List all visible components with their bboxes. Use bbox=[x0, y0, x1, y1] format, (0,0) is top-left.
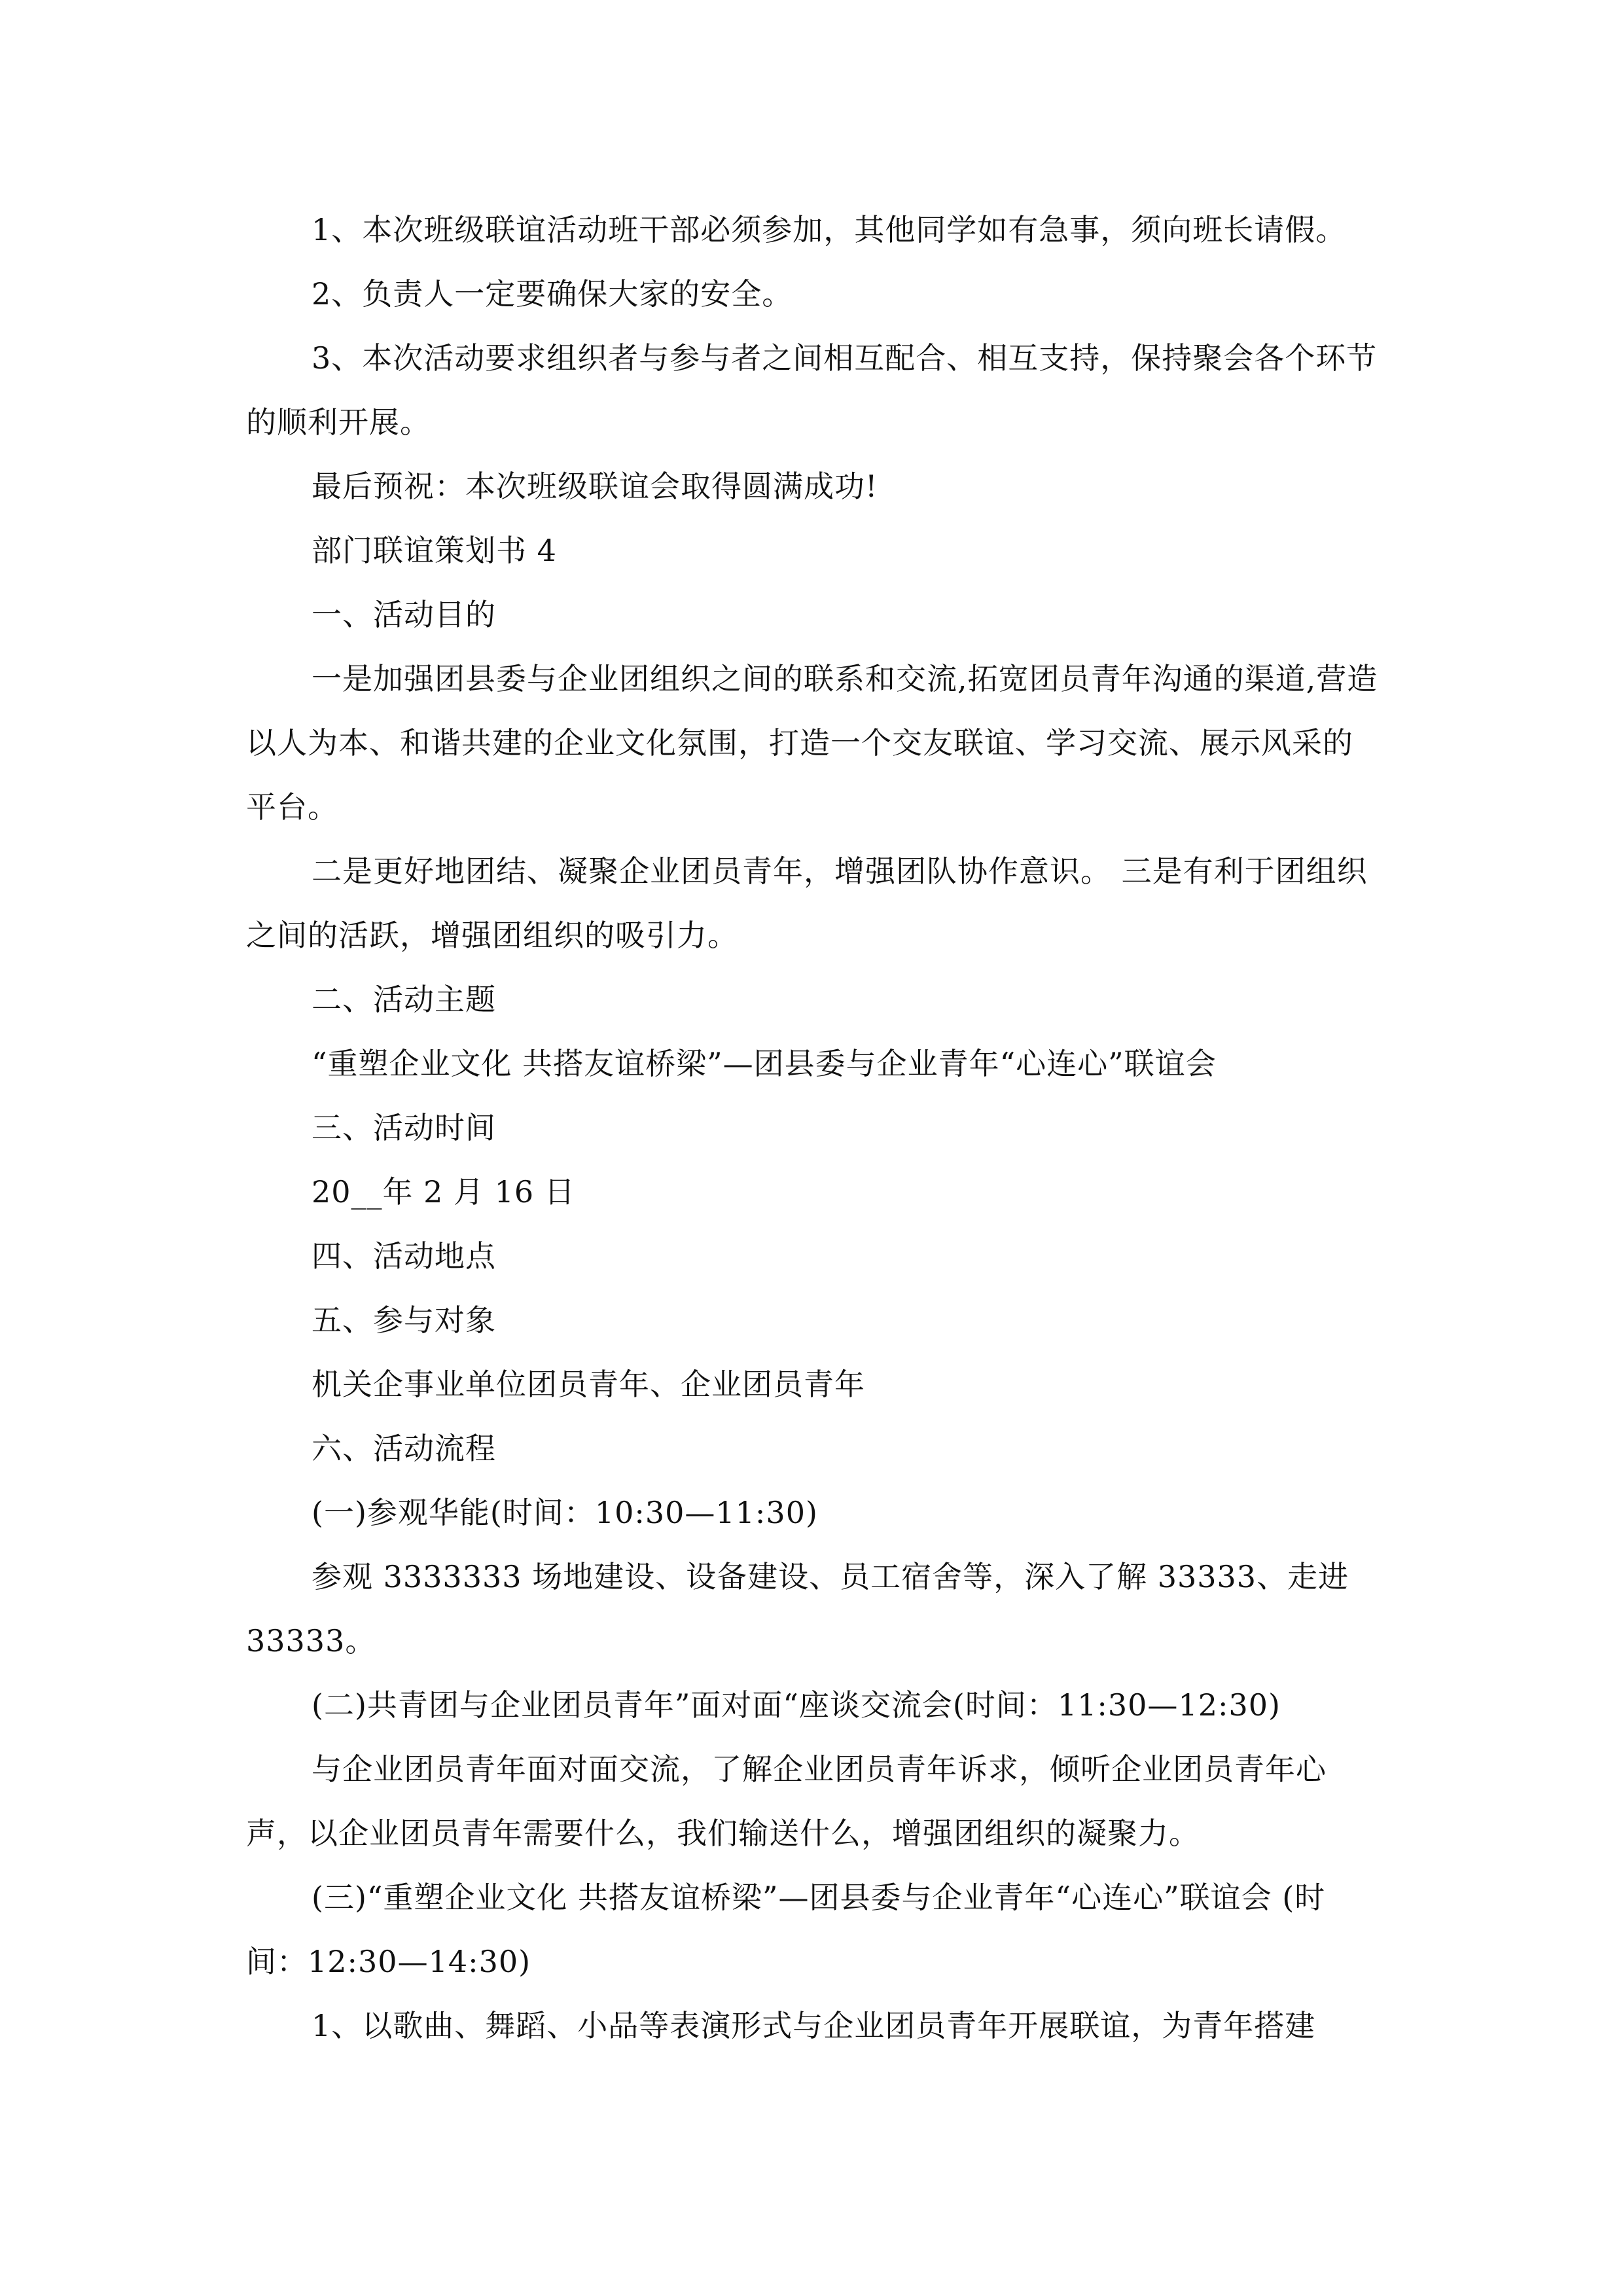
paragraph-closing-wish: 最后预祝：本次班级联谊会取得圆满成功! bbox=[312, 469, 878, 504]
heading-process: 六、活动流程 bbox=[312, 1431, 496, 1466]
heading-location: 四、活动地点 bbox=[312, 1238, 496, 1274]
document-body bbox=[246, 198, 1378, 2058]
paragraph-theme: “重塑企业文化 共搭友谊桥梁”—团县委与企业青年“心连心”联谊会 bbox=[312, 1046, 1217, 1081]
section-title-plan-4: 部门联谊策划书 4 bbox=[312, 533, 557, 568]
heading-participants: 五、参与对象 bbox=[312, 1302, 496, 1338]
process-step-3-item-1: 1、以歌曲、舞蹈、小品等表演形式与企业团员青年开展联谊，为青年搭建 bbox=[312, 2008, 1316, 2043]
paragraph-rule-1: 1、本次班级联谊活动班干部必须参加，其他同学如有急事，须向班长请假。 bbox=[312, 212, 1347, 247]
process-step-2-title: (二)共青团与企业团员青年”面对面“座谈交流会(时间：11:30—12:30) bbox=[312, 1687, 1281, 1723]
process-step-3-title: (三)“重塑企业文化 共搭友谊桥梁”—团县委与企业青年“心连心”联谊会 (时间：12:30—14:30) bbox=[246, 1880, 1326, 1979]
paragraph-rule-3: 3、本次活动要求组织者与参与者之间相互配合、相互支持，保持聚会各个环节的顺利开展。 bbox=[246, 340, 1378, 440]
paragraph-purpose-1: 一是加强团县委与企业团组织之间的联系和交流,拓宽团员青年沟通的渠道,营造以人为本、和谐共建的企业文化氛围，打造一个交友联谊、学习交流、展示风采的平台。 bbox=[246, 661, 1378, 825]
process-step-2-detail: 与企业团员青年面对面交流，了解企业团员青年诉求，倾听企业团员青年心声，以企业团员青年需要什么，我们输送什么，增强团组织的凝聚力。 bbox=[246, 1751, 1327, 1851]
paragraph-purpose-2: 二是更好地团结、凝聚企业团员青年，增强团队协作意识。 三是有利于团组织之间的活跃，增强团组织的吸引力。 bbox=[246, 853, 1368, 953]
heading-time: 三、活动时间 bbox=[312, 1110, 496, 1145]
process-step-1-title: (一)参观华能(时间：10:30—11:30) bbox=[312, 1495, 818, 1530]
paragraph-rule-2: 2、负责人一定要确保大家的安全。 bbox=[312, 276, 793, 312]
heading-purpose: 一、活动目的 bbox=[312, 597, 496, 632]
heading-theme: 二、活动主题 bbox=[312, 982, 496, 1017]
paragraph-date: 20__年 2 月 16 日 bbox=[312, 1174, 575, 1210]
paragraph-participants: 机关企事业单位团员青年、企业团员青年 bbox=[312, 1367, 865, 1402]
process-step-1-detail: 参观 3333333 场地建设、设备建设、员工宿舍等，深入了解 33333、走进 33333。 bbox=[246, 1559, 1349, 1659]
